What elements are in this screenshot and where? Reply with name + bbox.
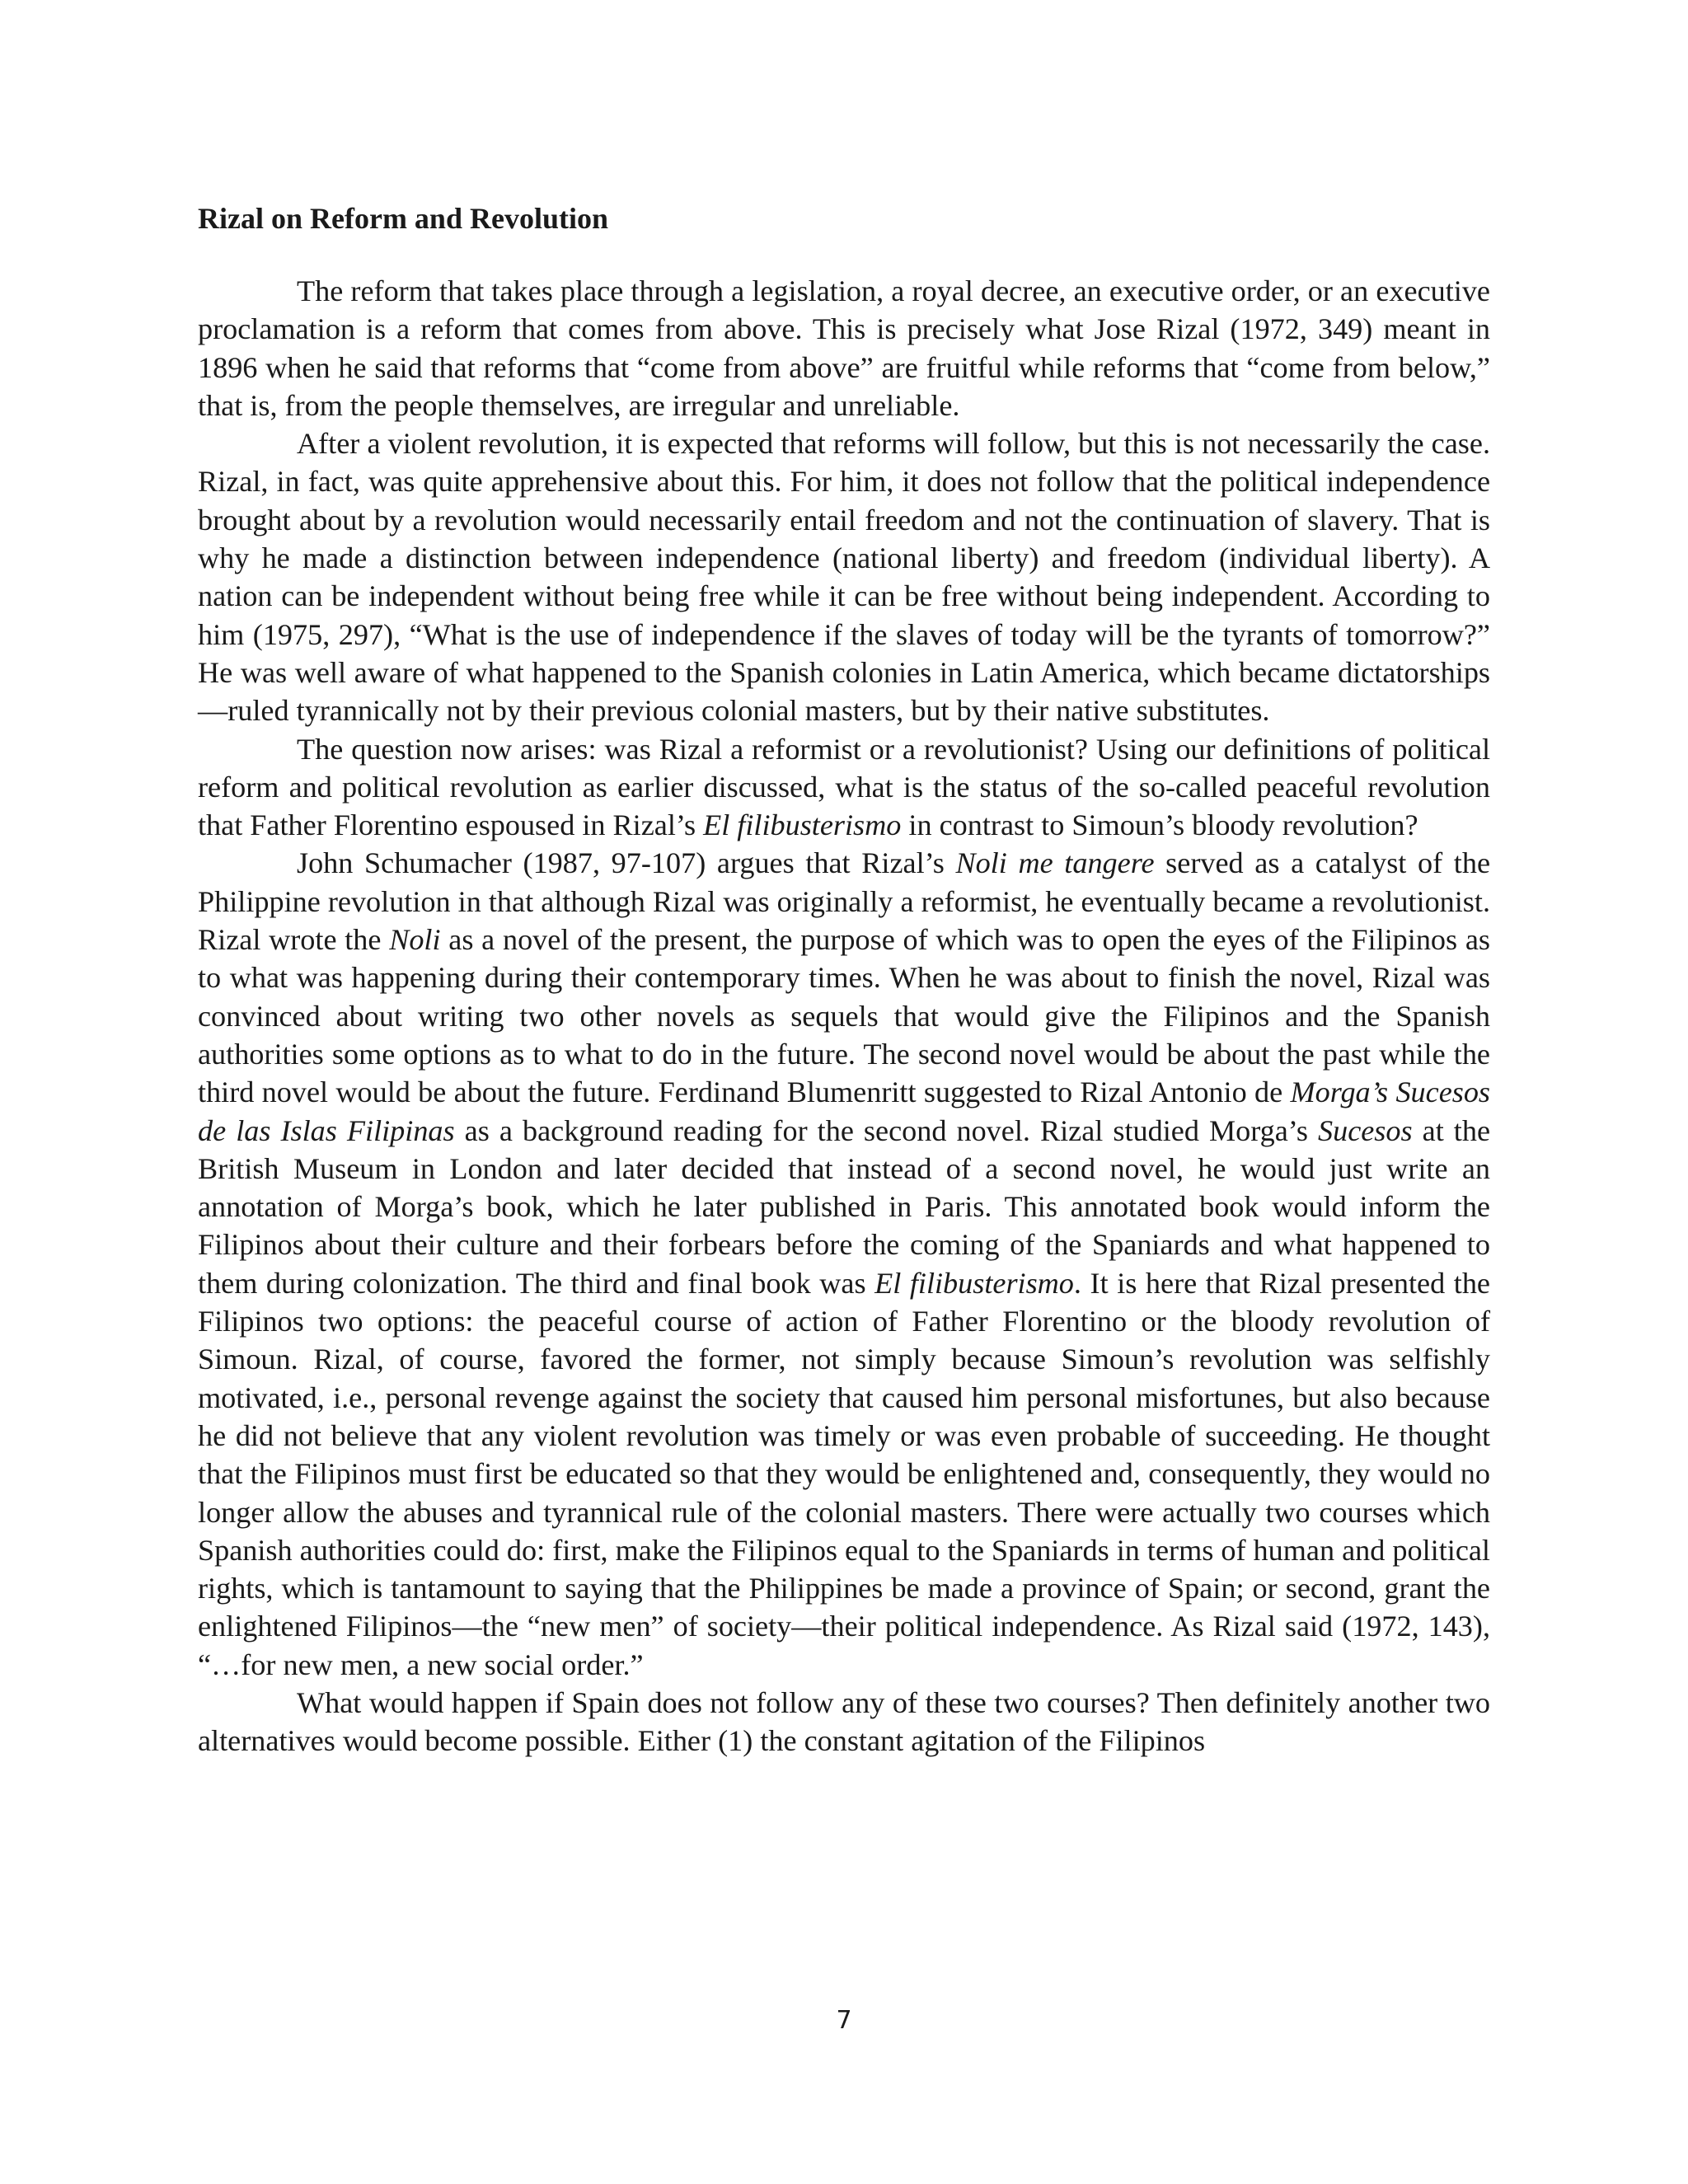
text-run: in contrast to Simoun’s bloody revolution?	[901, 808, 1418, 842]
italic-title: Noli	[389, 923, 441, 957]
paragraph	[198, 272, 1490, 424]
text-run: . It is here that Rizal presented the Filipinos two options: the peaceful course of action of Father Florentino or the bloody revolution of Simoun. Rizal, of course, favored the former, not simply because Simoun’s revolution was selfishly motivated, i.e., personal revenge against the society that caused him personal misfortunes, but also because he did not believe that any violent revolution was timely or was even probable of succeeding. He thought that the Filipinos must first be educated so that they would be enlightened and, consequently, they would no longer allow the abuses and tyrannical rule of the colonial masters. There were actually two courses which Spanish authorities could do: first, make the Filipinos equal to the Spaniards in terms of human and political rights, which is tantamount to saying that the Philippines be made a province of Spain; or second, grant the enlightened Filipinos—the “new men” of society—their political independence. As Rizal said (1972, 143), “…for new men, a new social order.”	[198, 1266, 1490, 1681]
text-run: John Schumacher (1987, 97-107) argues that Rizal’s	[297, 846, 956, 880]
paragraph	[198, 1684, 1490, 1760]
text-run: as a novel of the present, the purpose of which was to open the eyes of the Filipinos as to what was happening during their contemporary times. When he was about to finish the novel, Rizal was convinced about writing two other novels as sequels that would give the Filipinos and the Spanish authorities some options as to what to do in the future. The second novel would be about the past while the third novel would be about the future. Ferdinand Blumenritt suggested to Rizal Antonio de	[198, 923, 1490, 1109]
italic-title: Morga’s Sucesos de las Islas Filipinas	[198, 1076, 1491, 1147]
italic-title: Sucesos	[1318, 1113, 1413, 1147]
document-page	[198, 199, 1490, 1760]
text-run: The reform that takes place through a legislation, a royal decree, an executive order, or an executive proclamation is a reform that comes from above. This is precisely what Jose Rizal (1972, 349) meant in 1896 when he said that reforms that “come from above” are fruitful while reforms that “come from below,” that is, from the people themselves, are irregular and unreliable.	[198, 274, 1490, 422]
text-run: at the British Museum in London and later decided that instead of a second novel, he would just write an annotation of Morga’s book, which he later published in Paris. This annotated book would inform the Filipinos about their culture and their forbears before the coming of the Spaniards and what happened to them during colonization. The third and final book was	[198, 1113, 1491, 1300]
paragraph	[198, 844, 1490, 1684]
italic-title: El filibusterismo	[874, 1266, 1074, 1300]
text-run: What would happen if Spain does not follow any of these two courses? Then definitely another two alternatives would become possible. Either (1) the constant agitation of the Filipinos	[198, 1685, 1490, 1758]
body-text	[198, 272, 1490, 1760]
text-run: as a background reading for the second novel. Rizal studied Morga’s	[454, 1113, 1318, 1147]
section-heading: Rizal on Reform and Revolution	[198, 202, 608, 235]
text-run: The question now arises: was Rizal a reformist or a revolutionist? Using our definitions of political reform and political revolution as earlier discussed, what is the status of the so-called peaceful revolution that Father Florentino espoused in Rizal’s	[198, 732, 1490, 842]
italic-title: El filibusterismo	[703, 808, 902, 842]
paragraph	[198, 730, 1490, 845]
text-run: served as a catalyst of the Philippine revolution in that although Rizal was originally a reformist, he eventually became a revolutionist. Rizal wrote the	[198, 846, 1491, 957]
page-number: 7	[836, 2006, 852, 2035]
paragraph	[198, 424, 1490, 729]
italic-title: Noli me tangere	[955, 846, 1155, 880]
text-run: After a violent revolution, it is expected that reforms will follow, but this is not necessarily the case. Rizal, in fact, was quite apprehensive about this. For him, it does not follow that the political independence brought about by a revolution would necessarily entail freedom and not the continuation of slavery. That is why he made a distinction between independence (national liberty) and freedom (individual liberty). A nation can be independent without being free while it can be free without being independent. According to him (1975, 297), “What is the use of independence if the slaves of today will be the tyrants of tomorrow?” He was well aware of what happened to the Spanish colonies in Latin America, which became dictatorships—ruled tyrannically not by their previous colonial masters, but by their native substitutes.	[198, 427, 1490, 728]
